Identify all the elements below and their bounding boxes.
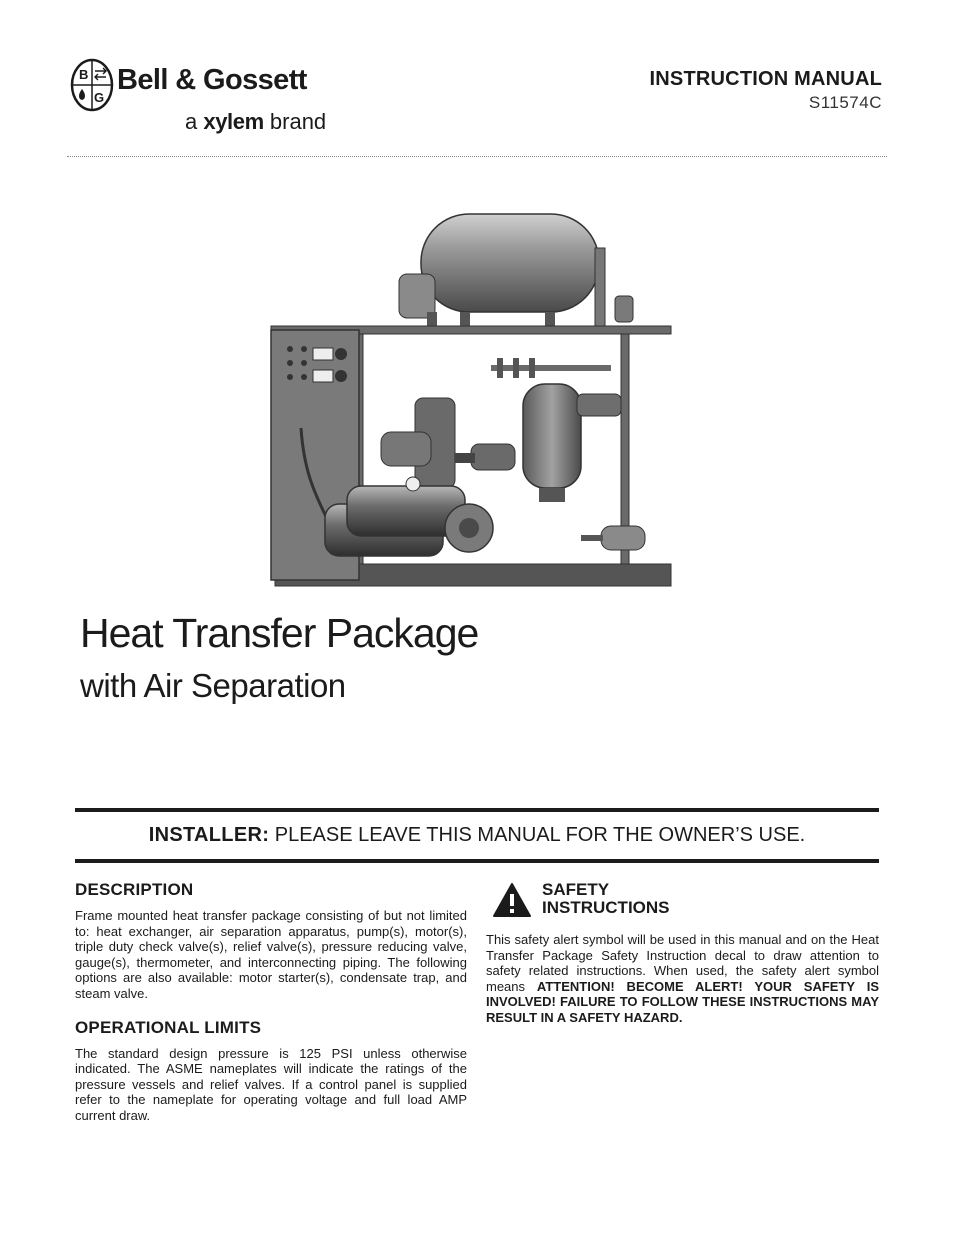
logo-letter-b: B: [79, 67, 89, 82]
description-heading: DESCRIPTION: [75, 880, 194, 899]
xylem-wordmark: xylem: [203, 109, 264, 134]
brand-tagline-prefix: a: [185, 109, 198, 134]
installer-notice: [75, 824, 879, 847]
logo-letter-g: G: [94, 90, 105, 105]
brand-logo: [70, 58, 350, 138]
installer-label: INSTALLER:: [148, 824, 270, 846]
banner-rule-bottom: [75, 859, 879, 863]
bell-gossett-logo-icon: [70, 58, 114, 112]
brand-tagline: [185, 109, 326, 135]
installer-text: PLEASE LEAVE THIS MANUAL FOR THE OWNER’S USE.: [269, 824, 806, 846]
safety-header: [486, 880, 879, 926]
safety-body: [486, 932, 879, 1026]
safety-body-text: This safety alert symbol will be used in this manual and on the Heat Transfer Package Safety Instruction decal to draw attention to safety related instructions. When used, the safety alert symbol means: [486, 932, 879, 994]
safety-heading-line1: SAFETY: [542, 880, 610, 899]
manual-type: INSTRUCTION MANUAL: [649, 68, 882, 90]
right-column: [486, 880, 879, 1042]
banner-rule-top: [75, 808, 879, 812]
manual-code: S11574C: [808, 93, 882, 112]
operational-limits-body: The standard design pressure is 125 PSI unless otherwise indicated. The ASME nameplates will indicate the ratings of the pressure vessels and relief valves. If a control panel is supplied refer to the nameplate for operating voltage and full load AMP current draw.: [75, 1045, 467, 1123]
safety-heading-line2: INSTRUCTIONS: [542, 898, 670, 917]
brand-tagline-suffix: brand: [269, 109, 327, 134]
safety-heading: [542, 881, 670, 917]
document-subtitle: with Air Separation: [80, 667, 346, 704]
heat-transfer-package-photo: [265, 208, 677, 592]
header-divider: [67, 156, 887, 157]
safety-body-warning: ATTENTION! BECOME ALERT! YOUR SAFETY IS INVOLVED! FAILURE TO FOLLOW THESE INSTRUCTIONS MAY RESULT IN A SAFETY HAZARD.: [486, 978, 879, 1025]
description-body: Frame mounted heat transfer package consisting of but not limited to: heat exchanger, air separation apparatus, pump(s), motor(s), triple duty check valve(s), relief valve(s), pressure reducing valve, gauge(s), thermometer, and interconnecting piping. The following options are also available: motor starter(s), condensate trap, and steam valve.: [75, 908, 467, 1001]
left-column: [75, 880, 467, 1140]
brand-name: Bell & Gossett: [117, 64, 307, 96]
operational-limits-heading: OPERATIONAL LIMITS: [75, 1017, 262, 1037]
document-title: Heat Transfer Package: [80, 610, 479, 656]
warning-triangle-icon: [492, 882, 532, 918]
manual-header: [650, 68, 882, 113]
